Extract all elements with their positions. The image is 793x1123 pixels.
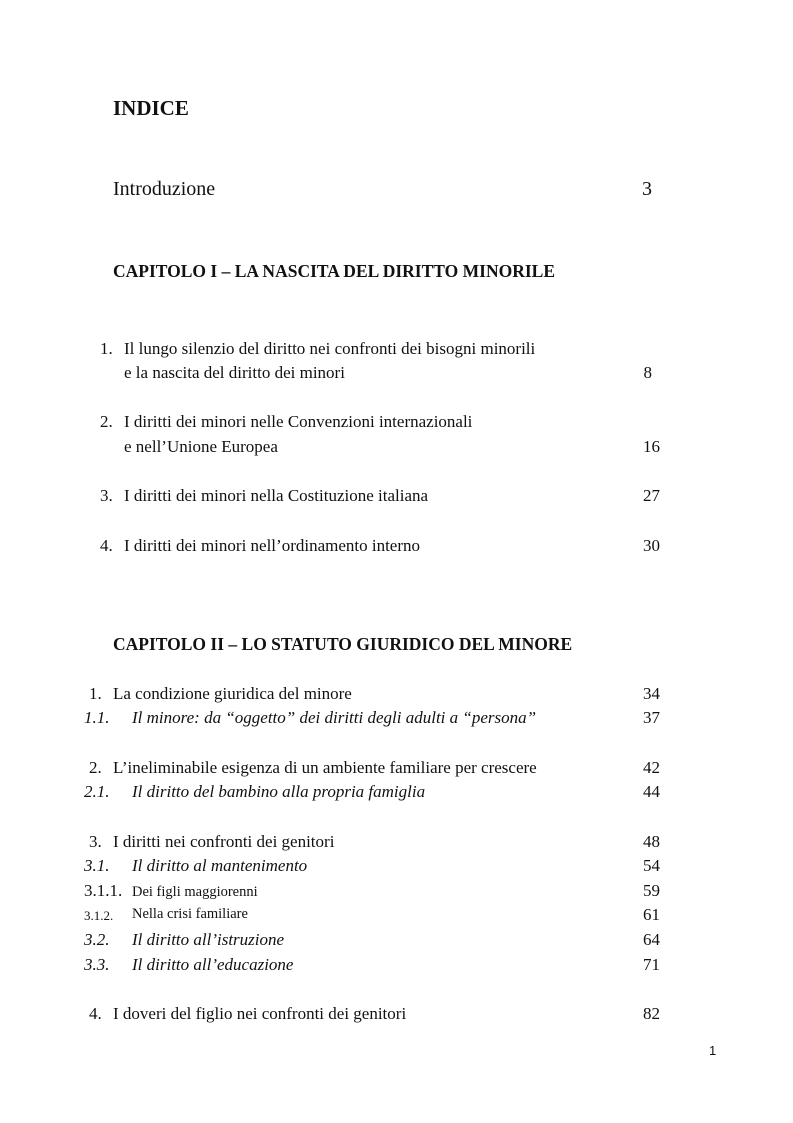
toc-entry-number: 4. — [89, 1004, 102, 1023]
toc-entry-page: 30 — [643, 536, 660, 555]
toc-subentry-number: 1.1. — [84, 708, 110, 727]
toc-entry-number: 3. — [100, 486, 113, 505]
toc-entry-page: 61 — [643, 905, 660, 924]
toc-subentry-number: 2.1. — [84, 782, 110, 801]
toc-subentry-number: 3.1.2. — [84, 908, 114, 923]
toc-subentry-text: Il minore: da “oggetto” dei diritti degli adulti a “persona” — [132, 708, 537, 727]
toc-entry-page: 54 — [643, 856, 660, 875]
toc-entry-page: 16 — [643, 437, 660, 456]
toc-entry-text: I doveri del figlio nei confronti dei genitori — [113, 1004, 407, 1023]
toc-entry-text-cont: e nell’Unione Europea — [124, 437, 278, 456]
toc-subentry-number: 3.1.1. — [84, 881, 123, 900]
page-title: INDICE — [113, 96, 189, 120]
toc-entry-number: 1. — [100, 339, 113, 358]
toc-entry-text: La condizione giuridica del minore — [113, 684, 352, 703]
toc-intro-label: Introduzione — [113, 178, 216, 200]
toc-subentry-text: Il diritto del bambino alla propria famiglia — [132, 782, 426, 801]
toc-entry-number: 2. — [100, 412, 113, 431]
toc-entry-text-cont: e la nascita del diritto dei minori — [124, 363, 345, 382]
toc-entry-page: 82 — [643, 1004, 660, 1023]
toc-entry-text: Il lungo silenzio del diritto nei confronti dei bisogni minorili — [124, 339, 536, 358]
toc-entry-page: 27 — [643, 486, 660, 505]
toc-entry-text: I diritti dei minori nell’ordinamento interno — [124, 536, 421, 555]
toc-entry-text: I diritti nei confronti dei genitori — [113, 832, 335, 851]
toc-entry-number: 3. — [89, 832, 102, 851]
toc-entry-page: 44 — [643, 782, 660, 801]
footer-page-number: 1 — [709, 1043, 717, 1058]
toc-entry-page: 37 — [643, 708, 660, 727]
toc-entry-page: 8 — [643, 363, 652, 382]
toc-intro-page: 3 — [642, 178, 652, 200]
toc-entry-text: I diritti dei minori nella Costituzione italiana — [124, 486, 429, 505]
toc-entry-text: I diritti dei minori nelle Convenzioni internazionali — [124, 412, 473, 431]
toc-entry-page: 48 — [643, 832, 660, 851]
chapter-1-heading: CAPITOLO I – LA NASCITA DEL DIRITTO MINORILE — [113, 261, 555, 281]
toc-subentry-text: Nella crisi familiare — [132, 906, 248, 922]
toc-subentry-text: Il diritto all’istruzione — [132, 930, 285, 949]
toc-subentry-text: Dei figli maggiorenni — [132, 884, 258, 900]
toc-subentry-text: Il diritto al mantenimento — [132, 856, 308, 875]
toc-subentry-number: 3.2. — [84, 930, 110, 949]
toc-entry-number: 2. — [89, 758, 102, 777]
toc-subentry-number: 3.3. — [84, 955, 110, 974]
toc-entry-page: 64 — [643, 930, 660, 949]
toc-entry-page: 59 — [643, 881, 660, 900]
toc-entry-page: 71 — [643, 955, 660, 974]
toc-entry-page: 34 — [643, 684, 660, 703]
toc-entry-number: 4. — [100, 536, 113, 555]
toc-subentry-number: 3.1. — [84, 856, 110, 875]
toc-entry-page: 42 — [643, 758, 660, 777]
chapter-2-heading: CAPITOLO II – LO STATUTO GIURIDICO DEL MINORE — [113, 634, 573, 654]
toc-subentry-text: Il diritto all’educazione — [132, 955, 294, 974]
toc-entry-text: L’ineliminabile esigenza di un ambiente familiare per crescere — [113, 758, 537, 777]
toc-entry-number: 1. — [89, 684, 102, 703]
